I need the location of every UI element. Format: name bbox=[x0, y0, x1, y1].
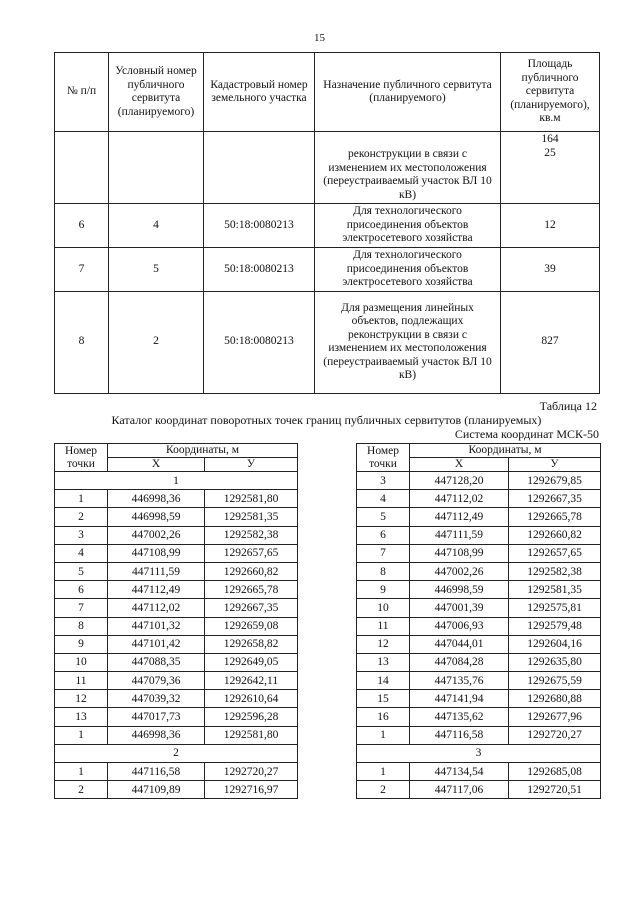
point-number: 1 bbox=[55, 490, 108, 508]
coord-y: 1292642,11 bbox=[205, 672, 298, 690]
coord-x: 447044,01 bbox=[410, 635, 509, 653]
point-number: 7 bbox=[357, 544, 410, 562]
coord-y: 1292679,85 bbox=[509, 472, 601, 490]
coord-y: 1292658,82 bbox=[205, 635, 298, 653]
group-row bbox=[357, 744, 601, 762]
group-row bbox=[55, 472, 298, 490]
coord-x: 447116,58 bbox=[108, 763, 205, 781]
coordinate-row bbox=[55, 581, 298, 599]
coord-x: 447117,06 bbox=[410, 781, 509, 799]
coord-y: 1292582,38 bbox=[205, 526, 298, 544]
coord-y: 1292720,27 bbox=[509, 726, 601, 744]
point-number: 1 bbox=[55, 763, 108, 781]
conditional-number bbox=[109, 132, 204, 204]
servitude-area: 39 bbox=[501, 248, 600, 292]
coordinate-row bbox=[55, 763, 298, 781]
servitude-purpose: реконструкции в связи с изменением их местоположения (переустраиваемый участок ВЛ 10 кВ) bbox=[315, 132, 501, 204]
point-number: 12 bbox=[55, 690, 108, 708]
coordinate-row bbox=[55, 526, 298, 544]
coord-y: 1292579,48 bbox=[509, 617, 601, 635]
coord-x: 447101,32 bbox=[108, 617, 205, 635]
coordinate-row bbox=[357, 472, 601, 490]
coord-y: 1292581,80 bbox=[205, 490, 298, 508]
coord-x: 447002,26 bbox=[108, 526, 205, 544]
header-num: № п/п bbox=[55, 53, 109, 132]
servitude-header-row bbox=[55, 53, 600, 132]
coordinate-row bbox=[357, 581, 601, 599]
header-cadastral-number: Кадастровый номер земельного участка bbox=[204, 53, 315, 132]
group-row bbox=[55, 744, 298, 762]
coord-x: 447112,49 bbox=[108, 581, 205, 599]
header-area: Площадь публичного сервитута (планируемого), кв.м bbox=[501, 53, 600, 132]
point-number: 3 bbox=[357, 472, 410, 490]
coord-y: 1292660,82 bbox=[509, 526, 601, 544]
coord-y: 1292680,88 bbox=[509, 690, 601, 708]
header-x: X bbox=[410, 458, 509, 472]
servitude-area: 164 25 bbox=[501, 132, 600, 204]
coord-y: 1292720,51 bbox=[509, 781, 601, 799]
coord-y: 1292665,78 bbox=[509, 508, 601, 526]
cadastral-number: 50:18:0080213 bbox=[204, 248, 315, 292]
servitude-row bbox=[55, 204, 600, 248]
point-number: 10 bbox=[357, 599, 410, 617]
coord-x: 447141,94 bbox=[410, 690, 509, 708]
point-number: 8 bbox=[357, 562, 410, 580]
servitude-purpose: Для размещения линейных объектов, подлежащих реконструкции в связи с изменением их местоположения (переустраиваемый участок ВЛ 10 кВ) bbox=[315, 291, 501, 393]
point-number: 11 bbox=[55, 672, 108, 690]
coord-x: 447116,58 bbox=[410, 726, 509, 744]
coordinate-row bbox=[357, 653, 601, 671]
coord-x: 446998,59 bbox=[108, 508, 205, 526]
coordinate-row bbox=[357, 781, 601, 799]
point-number: 3 bbox=[55, 526, 108, 544]
coord-x: 447109,89 bbox=[108, 781, 205, 799]
coordinate-row bbox=[357, 690, 601, 708]
coord-x: 447101,42 bbox=[108, 635, 205, 653]
coordinate-row bbox=[357, 635, 601, 653]
point-number: 16 bbox=[357, 708, 410, 726]
coord-y: 1292667,35 bbox=[509, 490, 601, 508]
coordinate-table-left bbox=[54, 443, 298, 799]
coord-x: 447017,73 bbox=[108, 708, 205, 726]
point-number: 14 bbox=[357, 672, 410, 690]
coord-y: 1292582,38 bbox=[509, 562, 601, 580]
header-point-number: Номер точки bbox=[357, 444, 410, 472]
point-number: 7 bbox=[55, 599, 108, 617]
coordinate-row bbox=[55, 635, 298, 653]
coordinate-row bbox=[357, 490, 601, 508]
coord-y: 1292660,82 bbox=[205, 562, 298, 580]
coordinate-row bbox=[55, 599, 298, 617]
coord-y: 1292685,08 bbox=[509, 763, 601, 781]
coordinate-row bbox=[357, 562, 601, 580]
coord-y: 1292665,78 bbox=[205, 581, 298, 599]
cadastral-number bbox=[204, 132, 315, 204]
coordinate-system-label: Система координат МСК-50 bbox=[454, 427, 599, 441]
header-coordinates: Координаты, м bbox=[410, 444, 601, 458]
group-label: 2 bbox=[55, 744, 298, 762]
coord-y: 1292581,35 bbox=[509, 581, 601, 599]
point-number: 1 bbox=[357, 763, 410, 781]
coord-x: 447111,59 bbox=[108, 562, 205, 580]
point-number: 2 bbox=[55, 781, 108, 799]
coordinate-row bbox=[357, 617, 601, 635]
coord-x: 447001,39 bbox=[410, 599, 509, 617]
servitude-row bbox=[55, 291, 600, 393]
coord-x: 447128,20 bbox=[410, 472, 509, 490]
point-number: 4 bbox=[357, 490, 410, 508]
conditional-number: 2 bbox=[109, 291, 204, 393]
point-number: 11 bbox=[357, 617, 410, 635]
coord-y: 1292657,65 bbox=[509, 544, 601, 562]
point-number: 8 bbox=[55, 617, 108, 635]
coordinate-row bbox=[357, 763, 601, 781]
coordinate-row bbox=[55, 672, 298, 690]
point-number: 5 bbox=[55, 562, 108, 580]
group-label: 1 bbox=[55, 472, 298, 490]
coordinate-row bbox=[55, 690, 298, 708]
coord-y: 1292610,64 bbox=[205, 690, 298, 708]
header-point-number: Номер точки bbox=[55, 444, 108, 472]
point-number: 9 bbox=[55, 635, 108, 653]
coord-y: 1292667,35 bbox=[205, 599, 298, 617]
coordinate-row bbox=[357, 672, 601, 690]
row-number: 6 bbox=[55, 204, 109, 248]
coord-x: 447079,36 bbox=[108, 672, 205, 690]
coord-y: 1292581,80 bbox=[205, 726, 298, 744]
coord-x: 447006,93 bbox=[410, 617, 509, 635]
point-number: 6 bbox=[357, 526, 410, 544]
point-number: 12 bbox=[357, 635, 410, 653]
coord-x: 447108,99 bbox=[108, 544, 205, 562]
servitude-area: 12 bbox=[501, 204, 600, 248]
coord-y: 1292720,27 bbox=[205, 763, 298, 781]
catalog-title: Каталог координат поворотных точек границ публичных сервитутов (планируемых) bbox=[111, 413, 542, 427]
coord-y: 1292575,81 bbox=[509, 599, 601, 617]
point-number: 15 bbox=[357, 690, 410, 708]
row-number: 8 bbox=[55, 291, 109, 393]
header-x: X bbox=[108, 458, 205, 472]
point-number: 2 bbox=[55, 508, 108, 526]
point-number: 2 bbox=[357, 781, 410, 799]
point-number: 5 bbox=[357, 508, 410, 526]
coord-x: 447134,54 bbox=[410, 763, 509, 781]
header-purpose: Назначение публичного сервитута (планируемого) bbox=[315, 53, 501, 132]
coord-x: 447002,26 bbox=[410, 562, 509, 580]
coord-y: 1292596,28 bbox=[205, 708, 298, 726]
coordinate-row bbox=[55, 544, 298, 562]
point-number: 13 bbox=[55, 708, 108, 726]
header-conditional-number: Условный номер публичного сервитута (планируемого) bbox=[109, 53, 204, 132]
coordinate-row bbox=[357, 599, 601, 617]
coord-x: 447112,02 bbox=[410, 490, 509, 508]
point-number: 6 bbox=[55, 581, 108, 599]
conditional-number: 4 bbox=[109, 204, 204, 248]
cadastral-number: 50:18:0080213 bbox=[204, 291, 315, 393]
servitude-row bbox=[55, 132, 600, 204]
coord-x: 447108,99 bbox=[410, 544, 509, 562]
coord-x: 447039,32 bbox=[108, 690, 205, 708]
coord-x: 446998,36 bbox=[108, 726, 205, 744]
point-number: 13 bbox=[357, 653, 410, 671]
row-number bbox=[55, 132, 109, 204]
coordinate-row bbox=[357, 526, 601, 544]
coord-x: 447112,49 bbox=[410, 508, 509, 526]
point-number: 9 bbox=[357, 581, 410, 599]
servitude-area: 827 bbox=[501, 291, 600, 393]
coord-y: 1292649,05 bbox=[205, 653, 298, 671]
coord-y: 1292659,08 bbox=[205, 617, 298, 635]
coord-y: 1292716,97 bbox=[205, 781, 298, 799]
coord-x: 447135,76 bbox=[410, 672, 509, 690]
page-number: 15 bbox=[314, 32, 325, 44]
point-number: 1 bbox=[55, 726, 108, 744]
coord-y: 1292604,16 bbox=[509, 635, 601, 653]
header-y: У bbox=[205, 458, 298, 472]
header-y: У bbox=[509, 458, 601, 472]
coord-x: 446998,36 bbox=[108, 490, 205, 508]
coord-y: 1292675,59 bbox=[509, 672, 601, 690]
coordinate-row bbox=[55, 490, 298, 508]
coordinate-row bbox=[55, 781, 298, 799]
servitude-row bbox=[55, 248, 600, 292]
servitude-purpose: Для технологического присоединения объектов электросетевого хозяйства bbox=[315, 204, 501, 248]
coordinate-row bbox=[55, 617, 298, 635]
header-coordinates: Координаты, м bbox=[108, 444, 298, 458]
coord-x: 447112,02 bbox=[108, 599, 205, 617]
point-number: 1 bbox=[357, 726, 410, 744]
coordinate-row bbox=[55, 653, 298, 671]
row-number: 7 bbox=[55, 248, 109, 292]
coordinate-row bbox=[55, 708, 298, 726]
coordinate-row bbox=[357, 708, 601, 726]
servitude-table bbox=[54, 52, 600, 394]
cadastral-number: 50:18:0080213 bbox=[204, 204, 315, 248]
servitude-purpose: Для технологического присоединения объектов электросетевого хозяйства bbox=[315, 248, 501, 292]
coordinate-table-right bbox=[356, 443, 601, 799]
coordinate-row bbox=[357, 726, 601, 744]
coord-y: 1292677,96 bbox=[509, 708, 601, 726]
conditional-number: 5 bbox=[109, 248, 204, 292]
point-number: 10 bbox=[55, 653, 108, 671]
coord-y: 1292581,35 bbox=[205, 508, 298, 526]
coord-y: 1292635,80 bbox=[509, 653, 601, 671]
coord-y: 1292657,65 bbox=[205, 544, 298, 562]
coord-x: 447135,62 bbox=[410, 708, 509, 726]
table-number-label: Таблица 12 bbox=[539, 399, 597, 413]
coordinate-row bbox=[55, 726, 298, 744]
coord-x: 447111,59 bbox=[410, 526, 509, 544]
coordinate-row bbox=[55, 562, 298, 580]
coord-x: 446998,59 bbox=[410, 581, 509, 599]
point-number: 4 bbox=[55, 544, 108, 562]
coord-x: 447084,28 bbox=[410, 653, 509, 671]
coordinate-row bbox=[357, 508, 601, 526]
coordinate-row bbox=[55, 508, 298, 526]
group-label: 3 bbox=[357, 744, 601, 762]
coord-x: 447088,35 bbox=[108, 653, 205, 671]
coordinate-row bbox=[357, 544, 601, 562]
